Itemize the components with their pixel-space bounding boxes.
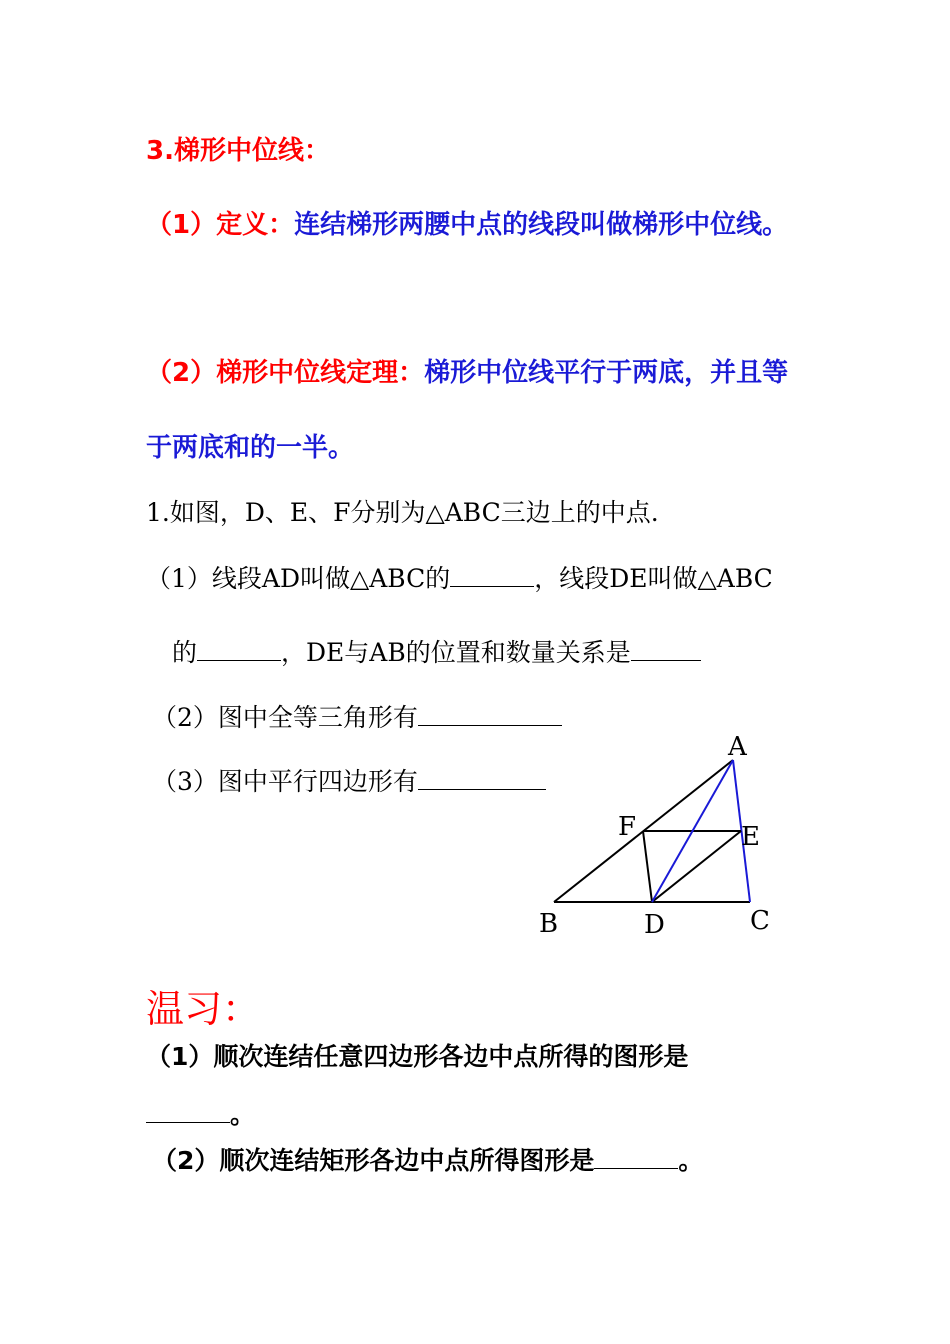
section-heading: 3.梯形中位线： [146,136,330,166]
review-item-1-line-2 [146,1100,255,1127]
answer-blank-1[interactable] [450,564,534,587]
definition-line [146,212,788,238]
answer-blank-5[interactable] [418,767,546,790]
answer-blank-3[interactable] [631,638,701,661]
question-2-line [152,703,562,730]
question-1-line-1 [146,564,773,591]
answer-blank-2[interactable] [197,638,281,661]
label-b: B [539,909,559,939]
review-item-2-end: 。 [678,1146,704,1175]
question-1-text-d: ，DE与AB的位置和数量关系是 [281,638,631,667]
theorem-line-2: 于两底和的一半。 [146,433,355,463]
label-d: D [644,910,665,940]
answer-blank-4[interactable] [418,703,562,726]
review-item-2-line [152,1146,703,1173]
label-a: A [728,732,747,762]
review-item-2-text: （2）顺次连结矩形各边中点所得图形是 [152,1146,595,1175]
question-1-text-b: ，线段DE叫做△ABC [534,564,773,593]
theorem-line-1 [146,360,788,386]
question-3-text: （3）图中平行四边形有 [152,767,418,796]
segment-de [652,831,741,902]
question-3-line [152,767,546,794]
question-1-text-c: 的 [172,638,198,667]
question-1-text-a: （1）线段AD叫做△ABC的 [146,564,451,593]
segment-fd [643,831,652,902]
definition-text: 连结梯形两腰中点的线段叫做梯形中位线。 [294,210,789,240]
label-f: F [618,812,637,842]
question-2-text: （2）图中全等三角形有 [152,703,418,732]
review-title: 温习： [146,987,261,1031]
definition-label: （1）定义： [146,210,295,240]
theorem-label: （2）梯形中位线定理： [146,358,425,388]
theorem-text-1: 梯形中位线平行于两底，并且等 [424,358,789,388]
answer-blank-6[interactable] [146,1100,230,1123]
question-1-line-2 [172,638,701,665]
answer-blank-7[interactable] [594,1146,678,1169]
label-c: C [750,906,770,936]
review-item-1-line-1: （1）顺次连结任意四边形各边中点所得的图形是 [146,1042,689,1071]
label-e: E [741,822,760,852]
triangle-figure [530,725,790,945]
review-item-1-end: 。 [230,1100,256,1129]
exercise-stem: 1.如图，D、E、F分别为△ABC三边上的中点. [146,498,659,527]
